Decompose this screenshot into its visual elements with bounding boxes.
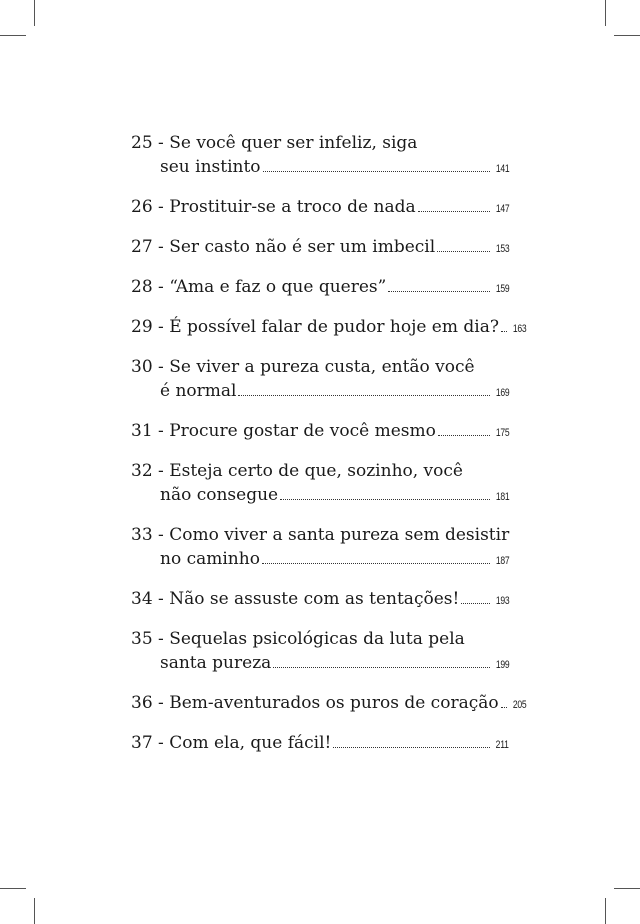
toc-entry-title: Se viver a pureza custa, então você	[169, 357, 475, 377]
toc-entry-text	[160, 651, 271, 675]
toc-entry	[131, 235, 509, 261]
toc-entry-title-line	[131, 459, 509, 483]
toc-entry-text	[160, 483, 278, 507]
toc-entry-number: 37	[131, 733, 153, 753]
toc-entry-separator: -	[152, 357, 170, 377]
toc-entry-title: no caminho	[160, 549, 260, 569]
toc-entry-title: Prostituir-se a troco de nada	[169, 197, 416, 217]
toc-entry-text	[131, 691, 499, 715]
toc-entry-text	[160, 379, 236, 403]
toc-entry-title: É possível falar de pudor hoje em dia?	[169, 317, 499, 337]
dot-leader	[461, 603, 489, 604]
toc-entry-title: Se você quer ser infeliz, siga	[169, 133, 418, 153]
toc-entry-continuation-line	[131, 379, 509, 405]
toc-entry-title-line	[131, 131, 509, 155]
dot-leader	[238, 395, 489, 396]
toc-entry-title-line	[131, 419, 509, 445]
toc-entry-title-line	[131, 731, 509, 757]
toc-entry-text	[131, 275, 386, 299]
toc-entry-title: Sequelas psicológicas da luta pela	[169, 629, 465, 649]
crop-mark-top-right	[605, 0, 606, 26]
toc-entry-separator: -	[152, 317, 170, 337]
toc-entry-title: Como viver a santa pureza sem desistir	[169, 525, 510, 545]
toc-entry-text	[131, 195, 416, 219]
toc-entry-separator: -	[152, 277, 170, 297]
dot-leader	[263, 171, 490, 172]
toc-entry-title-line	[131, 355, 509, 379]
toc-entry-text	[131, 419, 436, 443]
toc-entry-title: não consegue	[160, 485, 279, 505]
toc-entry-continuation-line	[131, 651, 509, 677]
toc-entry-text	[131, 315, 499, 339]
table-of-contents	[131, 131, 527, 771]
dot-leader	[418, 211, 490, 212]
toc-entry-page-number: 187	[495, 555, 509, 567]
dot-leader	[438, 435, 490, 436]
toc-entry	[131, 419, 509, 445]
toc-entry-number: 25	[131, 133, 153, 153]
toc-entry-title: “Ama e faz o que queres”	[169, 277, 387, 297]
toc-entry-number: 34	[131, 589, 153, 609]
toc-entry-page-number: 159	[495, 283, 509, 295]
toc-entry-title-line	[131, 315, 527, 341]
toc-entry-separator: -	[152, 693, 170, 713]
crop-mark-right-top	[614, 35, 640, 36]
toc-entry-text	[131, 523, 509, 547]
dot-leader	[437, 251, 489, 252]
dot-leader	[333, 747, 490, 748]
toc-entry-page-number: 211	[496, 739, 509, 751]
toc-entry-text	[131, 627, 465, 651]
toc-entry-title-line	[131, 627, 509, 651]
toc-entry-number: 28	[131, 277, 153, 297]
toc-entry-separator: -	[152, 421, 170, 441]
toc-entry-number: 32	[131, 461, 153, 481]
crop-mark-bottom-right	[605, 898, 606, 924]
dot-leader	[501, 707, 507, 708]
toc-entry-continuation-line	[131, 483, 509, 509]
toc-entry-page-number: 175	[495, 427, 509, 439]
toc-entry-text	[131, 459, 463, 483]
toc-entry-title: Bem-aventurados os puros de coração	[169, 693, 499, 713]
toc-entry-number: 33	[131, 525, 153, 545]
toc-entry-continuation-line	[131, 547, 509, 573]
toc-entry	[131, 131, 509, 181]
toc-entry-separator: -	[152, 589, 170, 609]
dot-leader	[262, 563, 490, 564]
toc-entry-number: 27	[131, 237, 153, 257]
toc-entry-number: 26	[131, 197, 153, 217]
toc-entry-separator: -	[152, 629, 170, 649]
toc-entry-title-line	[131, 275, 509, 301]
dot-leader	[388, 291, 489, 292]
toc-entry-number: 30	[131, 357, 153, 377]
toc-entry	[131, 731, 509, 757]
toc-entry-page-number: 181	[495, 491, 509, 503]
toc-entry-page-number: 199	[495, 659, 509, 671]
dot-leader	[280, 499, 489, 500]
toc-entry-page-number: 147	[495, 203, 509, 215]
toc-entry-title: é normal	[160, 381, 237, 401]
toc-entry	[131, 315, 527, 341]
toc-entry-title-line	[131, 195, 509, 221]
toc-entry-text	[160, 547, 260, 571]
dot-leader	[273, 667, 489, 668]
toc-entry	[131, 627, 509, 677]
toc-entry-title: Ser casto não é ser um imbecil	[169, 237, 436, 257]
toc-entry	[131, 275, 509, 301]
crop-mark-top-left	[34, 0, 35, 26]
toc-entry-separator: -	[152, 197, 170, 217]
toc-entry-text	[131, 131, 417, 155]
toc-entry-page-number: 153	[495, 243, 509, 255]
toc-entry-title-line	[131, 235, 509, 261]
toc-entry-title: seu instinto	[160, 157, 261, 177]
toc-entry	[131, 587, 509, 613]
toc-entry-title: Procure gostar de você mesmo	[169, 421, 436, 441]
toc-entry	[131, 195, 509, 221]
toc-entry-number: 29	[131, 317, 153, 337]
crop-mark-bottom-left	[34, 898, 35, 924]
toc-entry-title-line	[131, 587, 509, 613]
toc-entry	[131, 691, 527, 717]
toc-entry-title-line	[131, 691, 527, 717]
toc-entry-text	[131, 731, 331, 755]
toc-entry-page-number: 205	[512, 699, 527, 711]
toc-entry-separator: -	[152, 133, 170, 153]
crop-mark-right-bottom	[614, 888, 640, 889]
toc-entry-title: Não se assuste com as tentações!	[169, 589, 460, 609]
toc-entry-number: 31	[131, 421, 153, 441]
toc-entry-number: 36	[131, 693, 153, 713]
toc-entry-page-number: 163	[512, 323, 527, 335]
toc-entry-title: santa pureza	[160, 653, 272, 673]
toc-entry-text	[131, 235, 435, 259]
toc-entry-text	[131, 355, 475, 379]
crop-mark-left-top	[0, 35, 26, 36]
toc-entry-title-line	[131, 523, 509, 547]
toc-entry	[131, 355, 509, 405]
toc-entry-text	[131, 587, 459, 611]
crop-mark-left-bottom	[0, 888, 26, 889]
toc-entry-separator: -	[152, 525, 170, 545]
toc-entry-separator: -	[152, 733, 170, 753]
toc-entry-page-number: 141	[495, 163, 509, 175]
toc-entry-page-number: 193	[495, 595, 509, 607]
toc-entry-continuation-line	[131, 155, 509, 181]
toc-entry-number: 35	[131, 629, 153, 649]
toc-entry-page-number: 169	[495, 387, 509, 399]
dot-leader	[501, 331, 507, 332]
toc-entry-separator: -	[152, 461, 170, 481]
toc-entry	[131, 459, 509, 509]
toc-entry-title: Esteja certo de que, sozinho, você	[169, 461, 463, 481]
toc-entry-title: Com ela, que fácil!	[169, 733, 332, 753]
toc-entry-text	[160, 155, 261, 179]
toc-entry-separator: -	[152, 237, 170, 257]
toc-entry	[131, 523, 509, 573]
